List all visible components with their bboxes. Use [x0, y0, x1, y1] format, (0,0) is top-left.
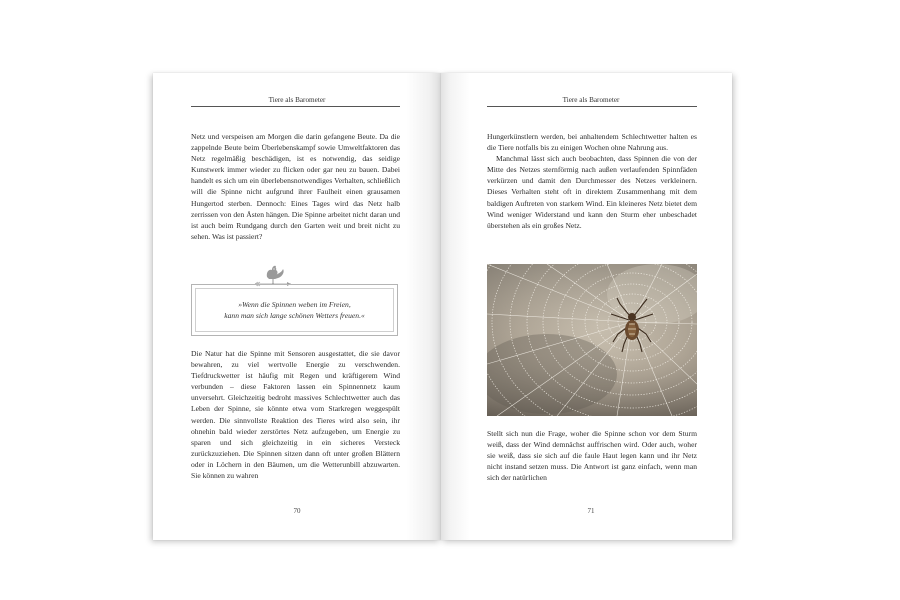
quote-box: [191, 284, 398, 336]
paragraph: Hungerkünstlern werden, bei anhaltendem Schlechtwetter halten es die Tiere notfalls bis zu einigen Wochen ohne Nahrung aus.: [487, 132, 697, 153]
text-block-bottom: [487, 428, 697, 483]
paragraph: Netz und verspeisen am Morgen die darin gefangene Beute. Da die zappelnde Beute beim Überlebenskampf sowie Umweltfaktoren das Netz regelmäßig beschädigen, ist es notwendig, das seidige Kunstwerk immer wieder zu flicken oder gar neu zu bauen. Dabei handelt es sich um ein überlebensnotwendiges Verhalten, schließlich will die Spinne nicht aufgrund ihrer Faulheit einen grausamen Hungertod sterben. Dennoch: Eines Tages wird das Netz halb zerrissen von den Ästen hängen. Die Spinne arbeitet nicht daran und ist auch beim Rundgang durch den Garten weit und breit nicht zu sehen. Was ist passiert?: [191, 132, 400, 241]
text-block-top: [191, 131, 400, 242]
text-block-top: [487, 131, 697, 231]
paragraph: Manchmal lässt sich auch beobachten, dass Spinnen die von der Mitte des Netzes sternförmig nach außen verlaufenden Spinnfäden verkürzen und damit den Durchmesser des Netzes verkleinern. Dieses Verhalten steht oft in direktem Zusammenhang mit dem baldigen Auftreten von starkem Wind. Ein kleineres Netz bietet dem Wind weniger Widerstand und kann den Sturm eher unbeschadet überstehen als ein großes Netz.: [487, 154, 697, 230]
quote-line-1: »Wenn die Spinnen weben im Freien,: [238, 299, 351, 309]
paragraph: Die Natur hat die Spinne mit Sensoren ausgestattet, die sie davor bewahren, zu viel wertvolle Energie zu verschwenden. Tiefdruckwetter ist häufig mit Regen und kräftigerem Wind verbunden – diese Faktoren lassen ein Spinnennetz kaum unversehrt. Gleichzeitig bedroht massives Schlechtwetter auch das Leben der Spinne, sie könnte etwa vom Starkregen weggespült werden. Die sinnvollste Reaktion des Tieres wird also sein, ihr ohnehin bald wieder zerstörtes Netz aufzugeben, um Energie zu sparen und sich gleichzeitig in ein sicheres Versteck zurückzuziehen. Die Spinnen sitzen dann oft unter großen Blättern oder in Löchern in den Bäumen, um die Wetterunbill abzuwarten. Sie können zu wahren: [191, 349, 400, 481]
page-number: 71: [587, 507, 595, 515]
spider-web-photo: [487, 264, 697, 416]
right-page: [441, 73, 732, 540]
left-page: [153, 73, 441, 540]
quote-line-2: kann man sich lange schönen Wetters freuen.«: [224, 311, 365, 320]
text-block-bottom: [191, 348, 400, 481]
page-number: 70: [293, 507, 301, 515]
header-rule: [487, 106, 697, 107]
header-rule: [191, 106, 400, 107]
paragraph: Stellt sich nun die Frage, woher die Spinne schon vor dem Sturm weiß, dass der Wind demnächst auffrischen wird. Oder auch, woher sie weiß, dass sie sich auf die faule Haut legen kann und ihr Netz nicht instand setzen muss. Die Antwort ist ganz einfach, wenn man sich der natürlichen: [487, 429, 697, 483]
running-head: Tiere als Barometer: [268, 96, 326, 104]
running-head: Tiere als Barometer: [562, 96, 620, 104]
